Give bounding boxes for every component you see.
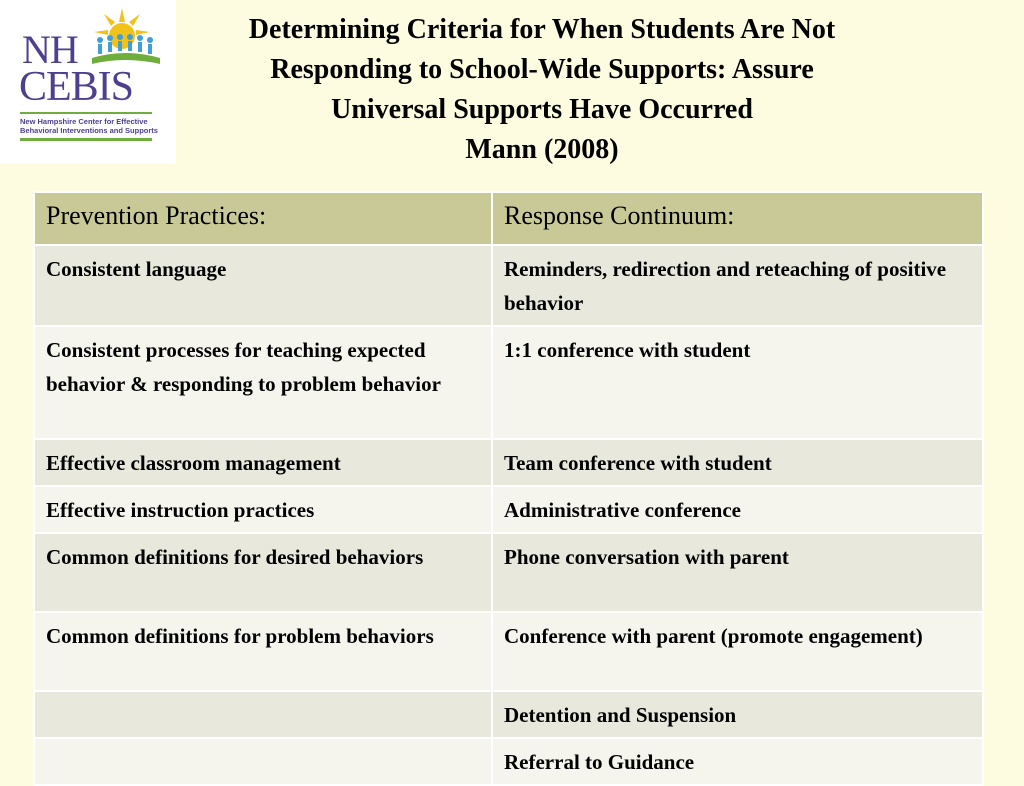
table-row bbox=[34, 326, 983, 439]
table-cell-prevention: Effective classroom management bbox=[34, 439, 492, 486]
table-cell-response: Phone conversation with parent bbox=[492, 533, 983, 612]
page-title bbox=[180, 10, 904, 170]
table-cell-prevention: Common definitions for problem behaviors bbox=[34, 612, 492, 691]
table-cell-prevention: Consistent language bbox=[34, 245, 492, 326]
table-row bbox=[34, 612, 983, 691]
column-header-response: Response Continuum: bbox=[492, 192, 983, 245]
table-cell-prevention bbox=[34, 691, 492, 738]
table-cell-prevention: Common definitions for desired behaviors bbox=[34, 533, 492, 612]
title-citation: Mann (2008) bbox=[465, 134, 619, 165]
logo-subtitle: New Hampshire Center for Effective Behavioral Interventions and Supports bbox=[20, 117, 158, 135]
title-line: Universal Supports Have Occurred bbox=[331, 94, 753, 125]
criteria-table bbox=[33, 191, 984, 786]
table-cell-response: Referral to Guidance bbox=[492, 738, 983, 785]
logo-mark: NH bbox=[22, 27, 78, 72]
table-cell-response: Conference with parent (promote engagement) bbox=[492, 612, 983, 691]
table-cell-response: Team conference with student bbox=[492, 439, 983, 486]
table-cell-response: 1:1 conference with student bbox=[492, 326, 983, 439]
table-cell-prevention bbox=[34, 738, 492, 785]
column-header-prevention: Prevention Practices: bbox=[34, 192, 492, 245]
table-row bbox=[34, 486, 983, 533]
table-header-row bbox=[34, 192, 983, 245]
table-cell-response: Administrative conference bbox=[492, 486, 983, 533]
table-row bbox=[34, 533, 983, 612]
table-cell-prevention: Consistent processes for teaching expected behavior & responding to problem behavior bbox=[34, 326, 492, 439]
logo-divider-bottom bbox=[20, 138, 152, 141]
logo-divider bbox=[20, 112, 152, 114]
logo-name: CEBIS bbox=[19, 64, 134, 110]
table-row bbox=[34, 738, 983, 785]
table-row bbox=[34, 439, 983, 486]
table-row bbox=[34, 245, 983, 326]
title-line: Determining Criteria for When Students Are Not bbox=[248, 14, 836, 45]
table-row bbox=[34, 691, 983, 738]
table-cell-prevention: Effective instruction practices bbox=[34, 486, 492, 533]
title-line: Responding to School-Wide Supports: Assure bbox=[270, 54, 814, 85]
table-cell-response: Reminders, redirection and reteaching of positive behavior bbox=[492, 245, 983, 326]
table-cell-response: Detention and Suspension bbox=[492, 691, 983, 738]
nh-cebis-logo bbox=[0, 0, 176, 164]
